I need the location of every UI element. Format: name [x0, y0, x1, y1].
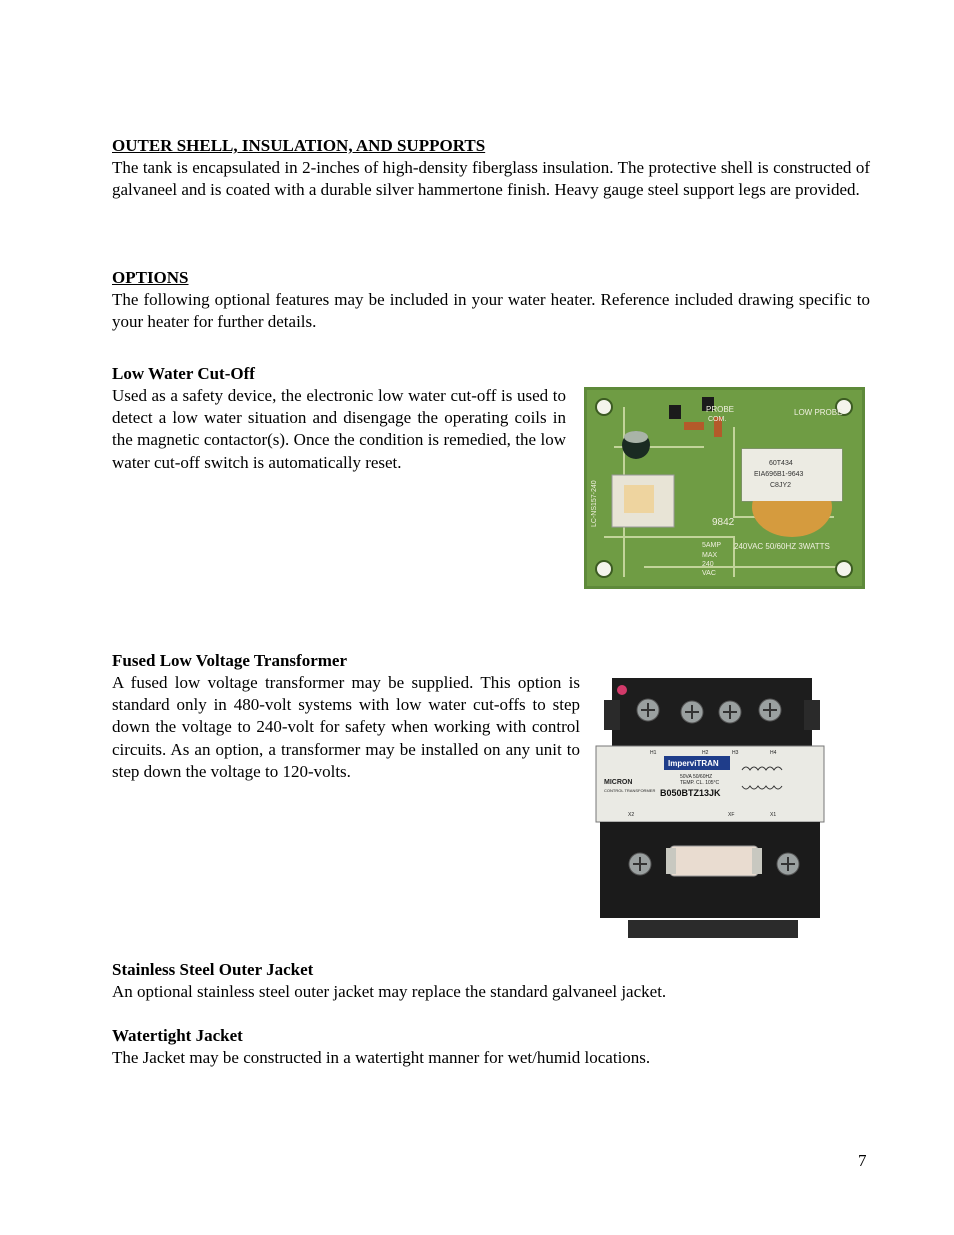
transformer-terminal-x1: X1 [770, 812, 777, 818]
transformer-terminal-h2: H2 [702, 750, 709, 756]
pcb-vac-label: VAC [702, 570, 716, 577]
transformer-section [112, 650, 580, 783]
transformer-terminal-xf: XF [728, 812, 735, 818]
outer-shell-section [112, 135, 870, 201]
pcb-board-id-label: LC-NS157-240 [591, 480, 598, 527]
pcb-max-label: MAX [702, 552, 718, 559]
watertight-jacket-section [112, 1025, 870, 1069]
transformer-heading: Fused Low Voltage Transformer [112, 651, 348, 670]
low-water-paragraph: Used as a safety device, the electronic low water cut-off is used to detect a low water situation and disengage the operating coils in the magnetic contactor(s). Once the condition is remedied, the low water cut-off switch is automatically reset. [112, 386, 566, 472]
page-number: 7 [858, 1151, 867, 1170]
stainless-jacket-paragraph: An optional stainless steel outer jacket may replace the standard galvaneel jacket. [112, 982, 667, 1001]
transformer-paragraph: A fused low voltage transformer may be supplied. This option is standard only in 480-volt systems with low water cut-offs to step down the voltage to 240-volt for safety when working with control circuits. As an option, a transformer may be installed on any unit to step down the voltage to 120-volts. [112, 673, 580, 781]
pcb-probe-label: PROBE [706, 405, 735, 414]
transformer-catalog-label: B050BTZ13JK [660, 788, 721, 798]
transformer-terminal-h1: H1 [650, 750, 657, 756]
pcb-com-label: COM. [708, 416, 727, 423]
pcb-rating-label: 240VAC 50/60HZ 3WATTS [734, 542, 830, 551]
transformer-va-label: 50VA 50/60HZ [680, 774, 713, 780]
stainless-jacket-heading: Stainless Steel Outer Jacket [112, 960, 314, 979]
pcb-part-label-3: C8JY2 [770, 482, 792, 489]
options-heading: OPTIONS [112, 268, 189, 287]
pcb-part-label-2: EIA696B1-9643 [754, 471, 804, 478]
options-paragraph: The following optional features may be included in your water heater. Reference included drawing specific to your heater for further details. [112, 290, 870, 332]
watertight-jacket-heading: Watertight Jacket [112, 1026, 243, 1045]
low-water-section [112, 363, 566, 474]
pcb-amp-label: 5AMP [702, 542, 722, 549]
watertight-jacket-paragraph: The Jacket may be constructed in a watertight manner for wet/humid locations. [112, 1048, 651, 1067]
transformer-maker-label: MICRON [604, 779, 633, 786]
pcb-volt-label: 240 [702, 561, 714, 568]
transformer-terminal-x2: X2 [628, 812, 635, 818]
control-transformer-image [592, 670, 828, 946]
pcb-low-probe-label: LOW PROBE [794, 408, 843, 417]
low-water-heading: Low Water Cut-Off [112, 364, 255, 383]
stainless-jacket-section [112, 959, 870, 1003]
transformer-maker-sub-label: CONTROL TRANSFORMER [604, 788, 656, 793]
options-section [112, 267, 870, 333]
pcb-part-label-1: 60T434 [769, 460, 793, 467]
transformer-brand-label: ImperviTRAN [668, 759, 719, 768]
pcb-model-label: 9842 [712, 517, 735, 528]
outer-shell-paragraph: The tank is encapsulated in 2-inches of high-density fiberglass insulation. The protective shell is constructed of galvaneel and is coated with a durable silver hammertone finish. Heavy gauge steel support legs are provided. [112, 158, 870, 200]
transformer-temp-label: TEMP. CL. 105°C [680, 780, 720, 786]
low-water-cutoff-board-image [584, 387, 865, 589]
transformer-terminal-h3: H3 [732, 750, 739, 756]
transformer-terminal-h4: H4 [770, 750, 777, 756]
outer-shell-heading: OUTER SHELL, INSULATION, AND SUPPORTS [112, 136, 486, 155]
